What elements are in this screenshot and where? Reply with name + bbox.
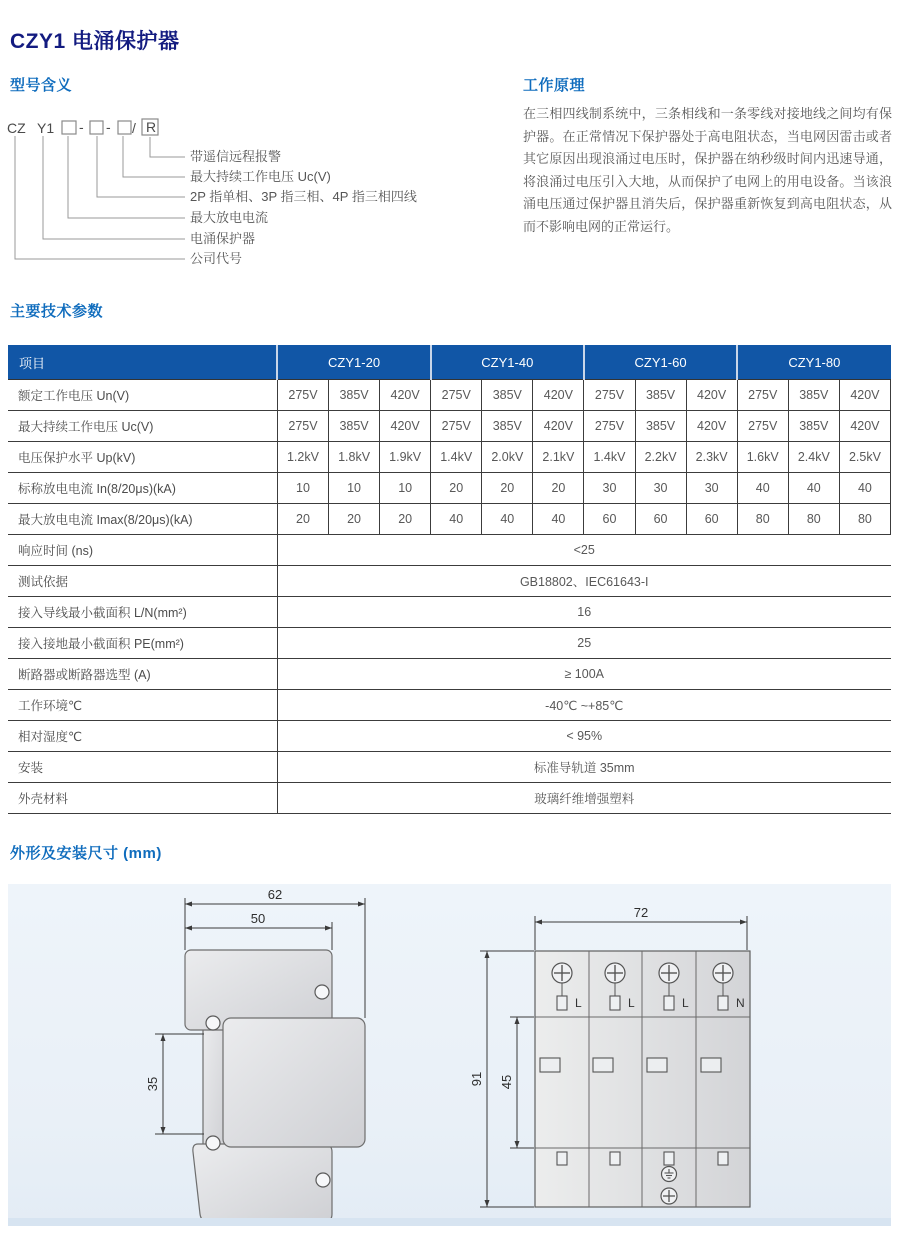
spec-cell: 80 [737, 504, 788, 535]
dimension-drawings [8, 884, 891, 1226]
terminal-label-l3: L [682, 996, 689, 1010]
model-label-remote-alarm: 带遥信远程报警 [190, 149, 282, 164]
earth-terminal [662, 1167, 677, 1182]
spec-row [8, 721, 891, 752]
spec-cell: 420V [380, 411, 431, 442]
spec-cell: 40 [533, 504, 584, 535]
model-code-box-voltage [118, 121, 131, 134]
dimension-drawing-panel [8, 884, 891, 1226]
spec-cell: 385V [635, 380, 686, 411]
spec-cell: 1.6kV [737, 442, 788, 473]
spec-row-label: 额定工作电压 Un(V) [8, 380, 277, 411]
side-view-lower-body [193, 1144, 332, 1222]
spec-header-group: CZY1-60 [584, 345, 737, 380]
spec-cell: 40 [788, 473, 839, 504]
spec-cell: 40 [737, 473, 788, 504]
model-label-poles: 2P 指单相、3P 指三相、4P 指三相四线 [190, 189, 417, 204]
spec-cell: 30 [635, 473, 686, 504]
spec-cell: 420V [839, 380, 890, 411]
spec-cell: 420V [839, 411, 890, 442]
spec-cell: 20 [533, 473, 584, 504]
spec-row-label: 外壳材料 [8, 783, 277, 814]
spec-cell-merged: <25 [277, 535, 890, 566]
spec-row [8, 380, 891, 411]
model-connector-lines [15, 136, 185, 259]
spec-cell: 10 [380, 473, 431, 504]
side-view-module-body [223, 1018, 365, 1147]
spec-header-group: CZY1-80 [737, 345, 890, 380]
spec-row-label: 电压保护水平 Up(kV) [8, 442, 277, 473]
spec-cell: 40 [839, 473, 890, 504]
spec-cell: 275V [584, 380, 635, 411]
page-title: CZY1 电涌保护器 [10, 30, 180, 54]
spec-row-label: 接入导线最小截面积 L/N(mm²) [8, 597, 277, 628]
spec-cell: 40 [431, 504, 482, 535]
spec-cell: 1.2kV [277, 442, 328, 473]
spec-row [8, 566, 891, 597]
spec-row [8, 535, 891, 566]
spec-cell: 20 [329, 504, 380, 535]
spec-cell: 1.9kV [380, 442, 431, 473]
working-principle-paragraph: 在三相四线制系统中，三条相线和一条零线对接地线之间均有保护器。在正常情况下保护器处于高电阻状态，当电网因雷击或者其它原因出现浪涌过电压时，保护器在纳秒级时间内迅速导通，将浪涌过电压引入大地，从而保护了电网上的用电设备。当该浪涌电压通过保护器且消失后，保护器重新恢复到高电阻状态，从而不影响电网的正常运行。 [523, 106, 892, 234]
spec-cell: 60 [584, 504, 635, 535]
terminal-label-l1: L [575, 996, 582, 1010]
spec-row-label: 最大放电电流 Imax(8/20μs)(kA) [8, 504, 277, 535]
spec-row [8, 783, 891, 814]
spec-row-label: 相对湿度℃ [8, 721, 277, 752]
spec-row [8, 690, 891, 721]
spec-row-label: 测试依据 [8, 566, 277, 597]
model-label-company-code: 公司代号 [190, 251, 243, 266]
side-view-drawing [145, 887, 365, 1222]
spec-row-label: 最大持续工作电压 Uc(V) [8, 411, 277, 442]
spec-cell: 1.4kV [431, 442, 482, 473]
spec-cell: 60 [686, 504, 737, 535]
spec-cell: 1.8kV [329, 442, 380, 473]
spec-cell: 20 [380, 504, 431, 535]
spec-cell: 275V [584, 411, 635, 442]
spec-cell: 2.3kV [686, 442, 737, 473]
spec-row-label: 响应时间 (ns) [8, 535, 277, 566]
spec-cell-merged: 玻璃纤维增强塑料 [277, 783, 890, 814]
model-code-slash: / [132, 120, 136, 136]
model-label-spd: 电涌保护器 [190, 231, 256, 246]
spec-cell: 1.4kV [584, 442, 635, 473]
spec-cell: 420V [686, 411, 737, 442]
spec-cell: 80 [788, 504, 839, 535]
spec-cell: 60 [635, 504, 686, 535]
spec-cell: 2.4kV [788, 442, 839, 473]
section-heading-model-meaning: 型号含义 [10, 77, 73, 94]
side-view-rail-spine [203, 1024, 225, 1150]
model-code-series: Y1 [37, 120, 55, 136]
spec-cell: 275V [277, 411, 328, 442]
spec-header-item: 项目 [8, 345, 277, 380]
spec-cell: 385V [482, 411, 533, 442]
spec-header-group: CZY1-20 [277, 345, 430, 380]
model-code-box-poles [90, 121, 103, 134]
spec-row [8, 504, 891, 535]
spec-cell: 275V [737, 380, 788, 411]
spec-cell: 420V [380, 380, 431, 411]
model-code-remote: R [146, 119, 157, 135]
spec-cell: 275V [277, 380, 328, 411]
spec-row [8, 659, 891, 690]
spec-cell: 10 [277, 473, 328, 504]
spec-cell: 275V [431, 411, 482, 442]
panel-bottom-band [8, 1218, 891, 1226]
spec-cell: 385V [329, 380, 380, 411]
spec-cell: 2.0kV [482, 442, 533, 473]
spec-row-label: 安装 [8, 752, 277, 783]
spec-cell: 20 [431, 473, 482, 504]
spec-row [8, 442, 891, 473]
spec-cell: 20 [482, 473, 533, 504]
spec-cell: 80 [839, 504, 890, 535]
terminal-label-l2: L [628, 996, 635, 1010]
model-code-diagram [6, 112, 466, 272]
spec-row [8, 411, 891, 442]
spec-cell: 385V [329, 411, 380, 442]
spec-table [8, 345, 891, 814]
spec-cell: 420V [533, 411, 584, 442]
spec-cell: 2.2kV [635, 442, 686, 473]
dim-label-50: 50 [250, 911, 266, 926]
spec-row [8, 628, 891, 659]
spec-cell-merged: GB18802、IEC61643-I [277, 566, 890, 597]
spec-row-label: 断路器或断路器选型 (A) [8, 659, 277, 690]
spec-header-row [8, 345, 891, 380]
spec-row-label: 工作环境℃ [8, 690, 277, 721]
spec-cell: 385V [482, 380, 533, 411]
bottom-screw [661, 1188, 677, 1204]
spec-cell-merged: ≥ 100A [277, 659, 890, 690]
dim-label-91: 91 [469, 1071, 484, 1087]
spec-row [8, 473, 891, 504]
front-view-drawing [469, 905, 750, 1207]
spec-cell: 30 [686, 473, 737, 504]
spec-header-group: CZY1-40 [431, 345, 584, 380]
spec-cell: 275V [431, 380, 482, 411]
spec-cell-merged: < 95% [277, 721, 890, 752]
spec-cell: 2.1kV [533, 442, 584, 473]
spec-cell: 385V [788, 380, 839, 411]
spec-cell: 20 [277, 504, 328, 535]
spec-cell: 385V [635, 411, 686, 442]
spec-cell-merged: -40℃ ~+85℃ [277, 690, 890, 721]
spec-row [8, 597, 891, 628]
section-heading-main-specs: 主要技术参数 [10, 303, 104, 320]
spec-row [8, 752, 891, 783]
model-code-dash: - [106, 119, 111, 135]
spec-cell-merged: 25 [277, 628, 890, 659]
spec-cell: 420V [533, 380, 584, 411]
model-code-box-current [62, 121, 76, 134]
model-label-max-current: 最大放电电流 [190, 210, 269, 225]
terminal-label-n: N [736, 996, 745, 1010]
section-heading-working-principle: 工作原理 [523, 77, 586, 94]
spec-row-label: 接入接地最小截面积 PE(mm²) [8, 628, 277, 659]
spec-cell: 420V [686, 380, 737, 411]
spec-cell: 275V [737, 411, 788, 442]
spec-cell: 385V [788, 411, 839, 442]
spec-cell: 2.5kV [839, 442, 890, 473]
spec-cell: 40 [482, 504, 533, 535]
spec-cell-merged: 标准导轨道 35mm [277, 752, 890, 783]
section-heading-dimensions: 外形及安装尺寸 (mm) [10, 845, 162, 862]
spec-row-label: 标称放电电流 In(8/20μs)(kA) [8, 473, 277, 504]
dim-label-35: 35 [145, 1076, 160, 1092]
spec-cell: 10 [329, 473, 380, 504]
model-label-max-voltage: 最大持续工作电压 Uc(V) [190, 169, 331, 184]
model-code-company: CZ [7, 120, 26, 136]
model-code-dash: - [79, 119, 84, 135]
spec-cell-merged: 16 [277, 597, 890, 628]
dim-label-62: 62 [267, 887, 283, 902]
dim-label-72: 72 [633, 905, 649, 920]
dim-label-45: 45 [499, 1074, 514, 1090]
spec-cell: 30 [584, 473, 635, 504]
